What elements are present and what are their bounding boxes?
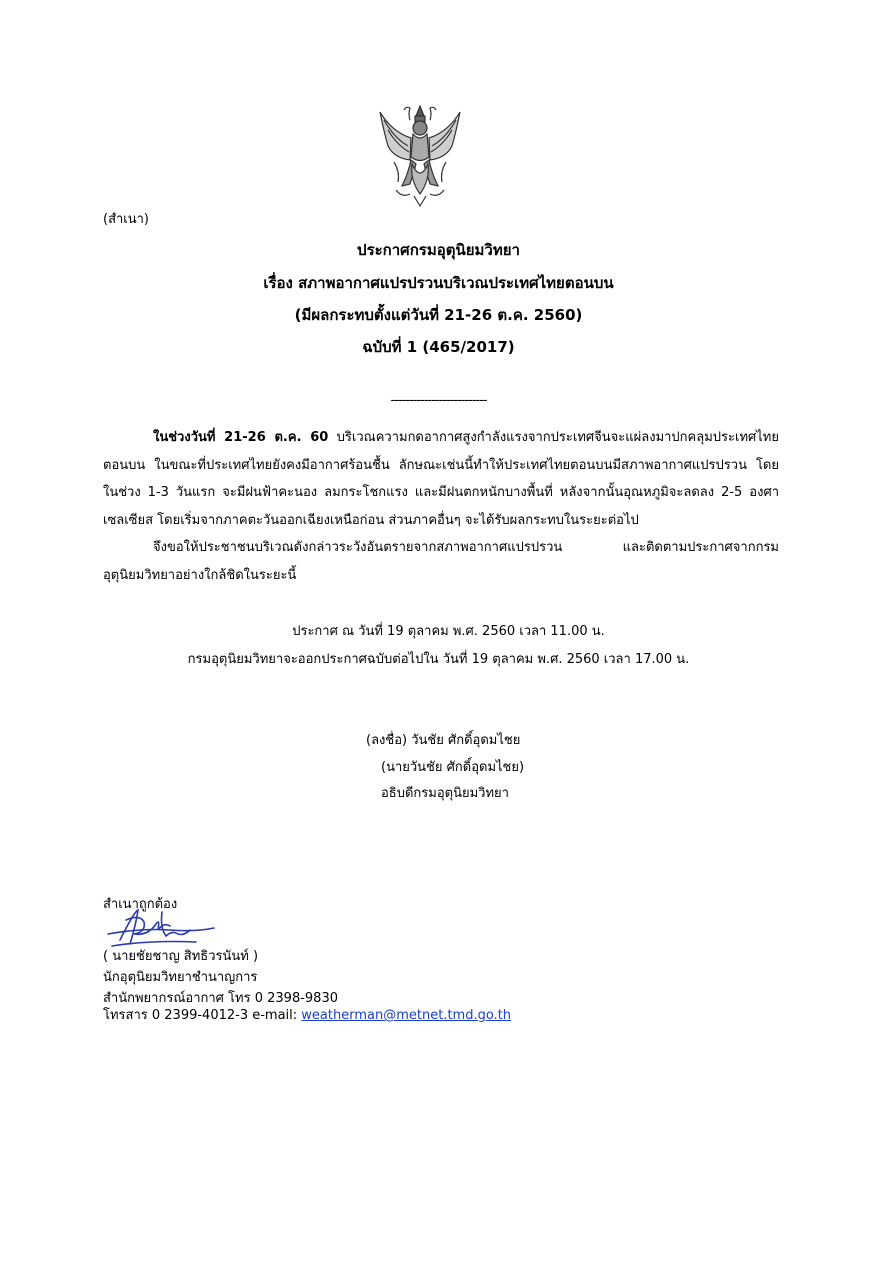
signed-line: (ลงชื่อ) วันชัย ศักดิ์อุดมไชย xyxy=(366,733,521,748)
email-link[interactable]: weatherman@metnet.tmd.go.th xyxy=(301,1008,512,1023)
signatory-position: อธิบดีกรมอุตุนิยมวิทยา xyxy=(381,786,509,801)
fax-text: โทรสาร 0 2399-4012-3 e-mail: xyxy=(103,1008,302,1023)
copy-mark: (สำเนา) xyxy=(103,212,150,227)
body-paragraph-2: จึงขอให้ประชาชนบริเวณดังกล่าวระวังอันตรายจากสภาพอากาศแปรปรวน และติดตามประกาศจากกรมอุตุนิยมวิทยาอย่างใกล้ชิดในระยะนี้ xyxy=(103,540,779,583)
body-paragraph-1-text: บริเวณความกดอากาศสูงกำลังแรงจากประเทศจีนจะแผ่ลงมาปกคลุมประเทศไทยตอนบน ในขณะที่ประเทศไทยยังคงมีอากาศร้อนชื้น ลักษณะเช่นนี้ทำให้ประเทศไทยตอนบนมีสภาพอากาศแปรปรวน โดยในช่วง 1-3 วันแรก จะมีฝนฟ้าคะนอง ลมกระโชกแรง และมีฝนตกหนักบางพื้นที่ หลังจากนั้นอุณหภูมิจะลดลง 2-5 องศาเซลเซียส โดยเริ่มจากภาคตะวันออกเฉียงเหนือก่อน ส่วนภาคอื่นๆ จะได้รับผลกระทบในระยะต่อไป xyxy=(103,430,779,528)
announcement-subject: เรื่อง สภาพอากาศแปรปรวนบริเวณประเทศไทยตอนบน xyxy=(263,274,614,292)
certified-copy-label: สำเนาถูกต้อง xyxy=(103,897,178,912)
effective-dates: (มีผลกระทบตั้งแต่วันที่ 21-26 ต.ค. 2560) xyxy=(294,306,583,324)
issue-number: ฉบับที่ 1 (465/2017) xyxy=(362,338,515,356)
announce-date: ประกาศ ณ วันที่ 19 ตุลาคม พ.ศ. 2560 เวลา 11.00 น. xyxy=(292,624,605,639)
fax-email-line xyxy=(103,1004,511,1025)
signatory-name: (นายวันชัย ศักดิ์อุดมไชย) xyxy=(381,760,525,775)
body-lead-text: ในช่วงวันที่ 21-26 ต.ค. 60 xyxy=(153,430,329,445)
announcement-title: ประกาศกรมอุตุนิยมวิทยา xyxy=(357,241,520,259)
body-paragraph-1 xyxy=(103,424,779,534)
announcement-body xyxy=(103,424,779,589)
office-phone: สำนักพยากรณ์อากาศ โทร 0 2398-9830 xyxy=(103,991,338,1006)
certifier-position: นักอุตุนิยมวิทยาชำนาญการ xyxy=(103,970,258,985)
certifier-name: ( นายชัยชาญ สิทธิวรนันท์ ) xyxy=(103,949,259,964)
garuda-emblem-icon xyxy=(374,102,466,210)
divider-line: -------------------------- xyxy=(390,393,487,408)
next-issue-note: กรมอุตุนิยมวิทยาจะออกประกาศฉบับต่อไปใน วันที่ 19 ตุลาคม พ.ศ. 2560 เวลา 17.00 น. xyxy=(187,652,690,667)
